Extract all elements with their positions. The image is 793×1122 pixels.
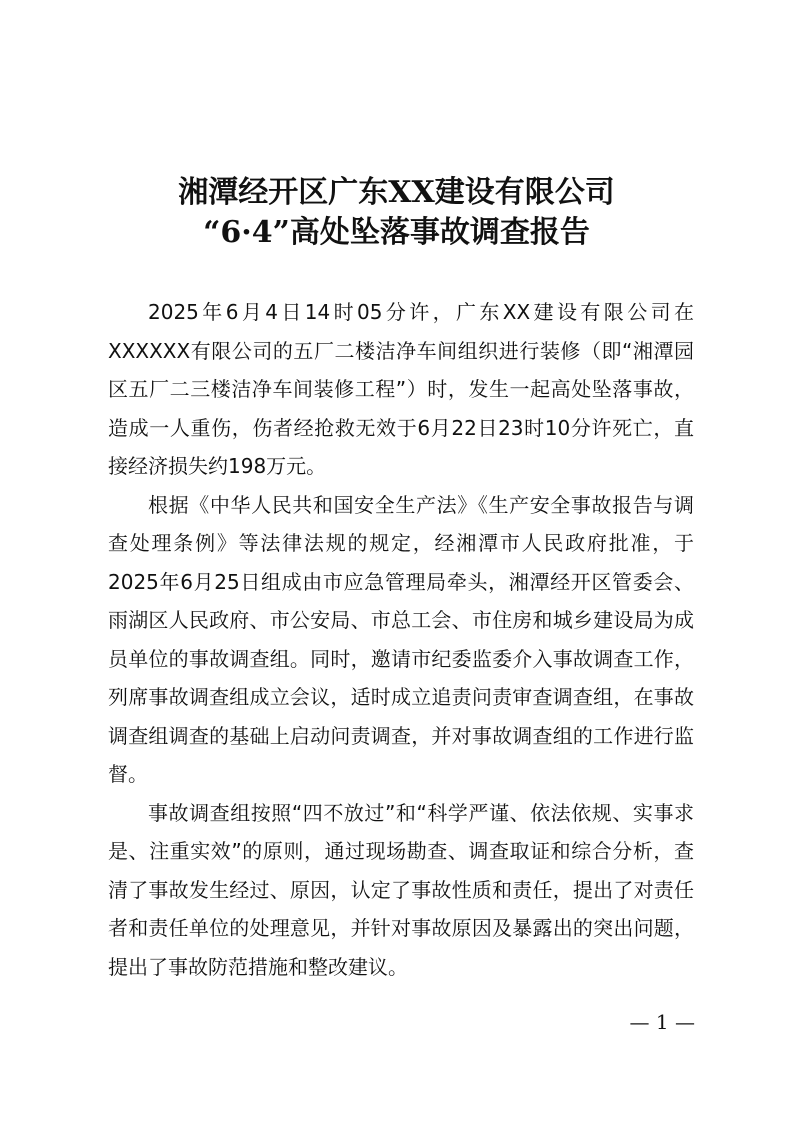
report-body: [108, 293, 694, 986]
report-title-line-1: 湘潭经开区广东XX建设有限公司: [178, 175, 615, 210]
page-number: — 1 —: [629, 1010, 695, 1034]
paragraph-investigation-principles: 事故调查组按照“四不放过”和“科学严谨、依法依规、实事求是、注重实效”的原则，通过现场勘查、调查取证和综合分析，查清了事故发生经过、原因，认定了事故性质和责任，提出了对责任者和责任单位的处理意见，并针对事故原因及暴露出的突出问题，提出了事故防范措施和整改建议。: [108, 800, 694, 979]
paragraph-incident-summary: 2025年6月4日14时05分许，广东XX建设有限公司在XXXXXX有限公司的五厂二楼洁净车间组织进行装修（即“湘潭园区五厂二三楼洁净车间装修工程”）时，发生一起高处坠落事故，造成一人重伤，伤者经抢救无效于6月22日23时10分许死亡，直接经济损失约198万元。: [108, 300, 694, 478]
paragraph-investigation-basis: 根据《中华人民共和国安全生产法》《生产安全事故报告与调查处理条例》等法律法规的规定，经湘潭市人民政府批准，于2025年6月25日组成由市应急管理局牵头，湘潭经开区管委会、雨湖区人民政府、市公安局、市总工会、市住房和城乡建设局为成员单位的事故调查组。同时，邀请市纪委监委介入事故调查工作，列席事故调查组成立会议，适时成立追责问责审查调查组，在事故调查组调查的基础上启动问责调查，并对事故调查组的工作进行监督。: [108, 492, 694, 786]
report-title-line-2: “6·4”高处坠落事故调查报告: [203, 215, 590, 250]
